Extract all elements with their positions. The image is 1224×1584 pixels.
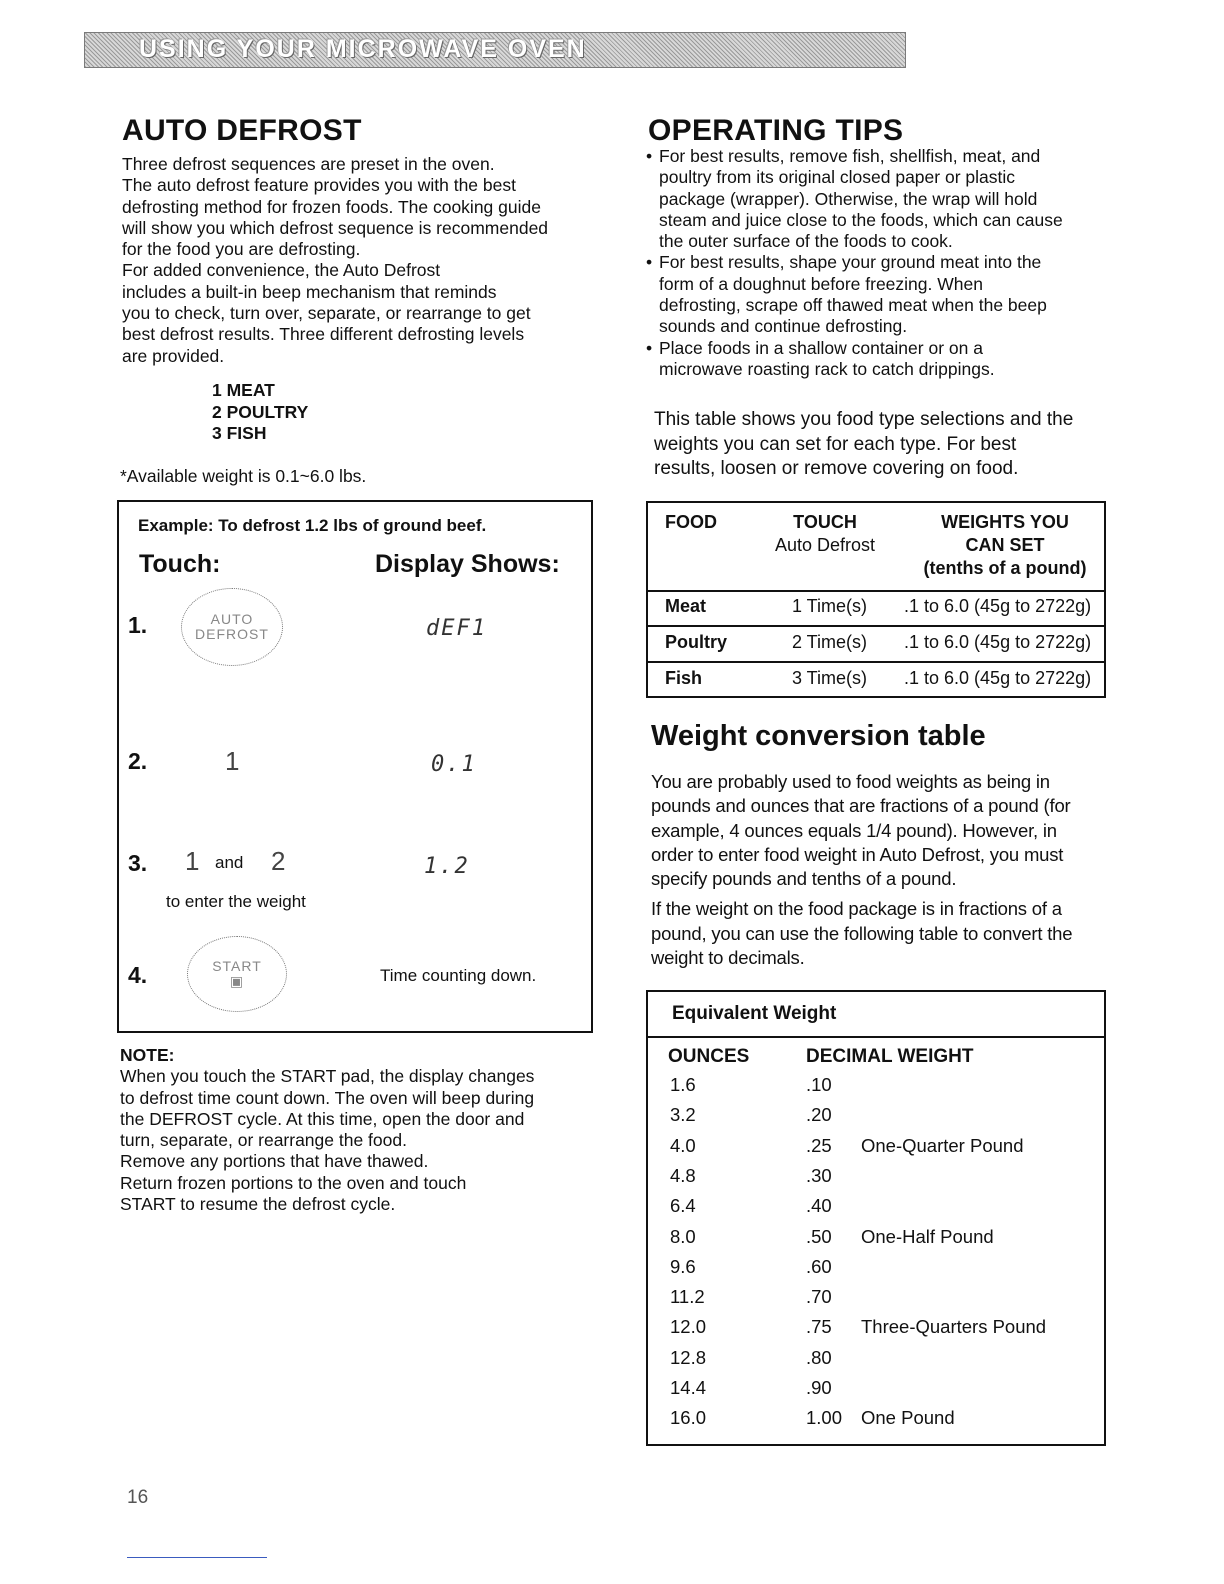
decimal-cell: .10 [806,1074,832,1095]
weight-conversion-description [651,770,1072,970]
decimal-cell: .60 [806,1255,832,1277]
text-line: For best results, remove fish, shellfish, meat, and [659,146,1041,166]
pad-label: AUTO [210,611,254,627]
tip-item [646,146,1116,252]
number-key: 1 [225,746,240,776]
fraction-label-cell: One Pound [861,1407,955,1429]
text-line: turn, separate, or rearrange the food. [120,1130,407,1151]
text-line: Place foods in a shallow container or on a [659,337,983,358]
text-line: This table shows you food type selections and the [654,409,1074,430]
pad-label: DEFROST [195,626,269,642]
text-line: START to resume the defrost cycle. [120,1194,396,1215]
bullet-icon: • [646,337,653,358]
text-line: You are probably used to food weights as being in [651,771,1050,792]
weight-note: *Available weight is 0.1~6.0 lbs. [120,466,367,486]
decimal-cell: .25 [806,1134,832,1156]
ounces-cell: 11.2 [670,1286,705,1308]
text-line: poultry from its original closed paper or plastic [659,167,1015,188]
example-title: Example: To defrost 1.2 lbs of ground beef. [138,516,487,535]
touch-cell: 3 Time(s) [792,668,868,688]
weights-cell: .1 to 6.0 (45g to 2722g) [904,632,1092,652]
col-header-ounces: OUNCES [668,1046,750,1067]
ounces-cell: 4.8 [670,1164,696,1186]
table-intro [654,408,1073,482]
level-fish: 3 FISH [212,423,267,443]
text-line: If the weight on the food package is in fractions of a [651,898,1062,920]
decimal-cell: .70 [806,1286,832,1308]
defrost-levels-list [212,380,308,445]
text-line: sounds and continue defrosting. [659,316,908,337]
pad-label: START [212,958,262,974]
text-line: are provided. [122,345,225,366]
ounces-cell: 4.0 [670,1134,696,1156]
text-line: pounds and ounces that are fractions of a pound (for [651,795,1071,817]
operating-tips-title: OPERATING TIPS [648,114,904,147]
decimal-cell: 1.00 [806,1407,843,1429]
decimal-cell: .75 [806,1316,832,1338]
text-line: to defrost time count down. The oven will beep during [120,1087,535,1108]
weight-conversion-title: Weight conversion table [651,720,986,752]
text-line: specify pounds and tenths of a pound. [651,868,957,890]
step-number: 2. [128,748,148,774]
text-line: weights you can set for each type. For best [654,433,1017,455]
text-line: Return frozen portions to the oven and touch [120,1172,467,1193]
header-line: CAN SET [965,535,1045,555]
ounces-cell: 6.4 [670,1195,696,1217]
display-readout: 0.1 [431,752,477,777]
example-box [117,500,593,1033]
touch-cell: 1 Time(s) [792,596,868,616]
equivalent-weight-table [646,990,1106,1446]
text-line: microwave roasting rack to catch drippings. [659,358,995,379]
auto-defrost-description [122,154,602,367]
step-number: 3. [128,850,148,876]
text-line: best defrost results. Three different defrosting levels [122,324,525,345]
food-weights-table [646,501,1106,698]
food-cell: Fish [665,668,703,688]
decimal-cell: .50 [806,1225,832,1247]
fraction-label-cell: Three-Quarters Pound [861,1316,1047,1338]
step-number: 4. [128,962,148,988]
table-caption: Equivalent Weight [672,1003,837,1024]
auto-defrost-pad-icon [181,588,283,666]
ounces-cell: 3.2 [670,1104,696,1126]
ounces-cell: 1.6 [670,1074,696,1095]
header-line: (tenths of a pound) [923,558,1087,578]
touch-header: Touch: [139,550,221,578]
header-line: Auto Defrost [774,535,876,555]
text-line: The auto defrost feature provides you with the best [122,175,516,196]
display-readout: 1.2 [424,854,470,879]
display-header: Display Shows: [375,550,560,578]
number-key: 1 [185,846,200,876]
table-divider [648,625,1104,627]
text-line: Three defrost sequences are preset in the oven. [122,154,495,174]
text-line: package (wrapper). Otherwise, the wrap will hold [659,188,1038,209]
col-header-touch [744,511,906,557]
number-key: 2 [271,846,286,876]
text-line: pound, you can use the following table to convert the [651,922,1073,944]
page-number: 16 [127,1487,149,1508]
table-divider [648,1036,1104,1038]
text-line: will show you which defrost sequence is recommended [122,217,549,238]
ounces-cell: 12.8 [670,1346,707,1368]
food-cell: Meat [665,596,707,616]
bullet-icon: • [646,146,653,166]
text-line: order to enter food weight in Auto Defrost, you must [651,843,1064,865]
note-label: NOTE: [120,1045,175,1065]
table-divider [648,661,1104,663]
display-readout: dEF1 [426,616,487,641]
start-pad-icon [187,936,287,1012]
ounces-cell: 9.6 [670,1255,696,1277]
food-cell: Poultry [665,632,728,652]
text-line: you to check, turn over, separate, or rearrange to get [122,303,531,324]
footer-rule [127,1557,267,1558]
text-line: the outer surface of the foods to cook. [659,231,953,252]
decimal-cell: .30 [806,1164,832,1186]
touch-cell: 2 Time(s) [792,632,868,652]
auto-defrost-title: AUTO DEFROST [122,114,362,147]
text-line: results, loosen or remove covering on food. [654,458,1019,479]
level-meat: 1 MEAT [212,380,275,400]
text-line: example, 4 ounces equals 1/4 pound). However, in [651,819,1057,841]
table-divider [648,590,1104,592]
operating-tips-list [646,146,1116,380]
section-banner [84,32,906,68]
tip-item [646,252,1116,337]
fraction-label-cell: One-Quarter Pound [861,1134,1024,1156]
text-line: When you touch the START pad, the display changes [120,1066,535,1087]
weights-cell: .1 to 6.0 (45g to 2722g) [904,668,1092,688]
text-line: form of a doughnut before freezing. When [659,273,983,294]
text-line: Remove any portions that have thawed. [120,1151,429,1172]
text-line: includes a built-in beep mechanism that reminds [122,281,497,302]
header-line: WEIGHTS YOU [941,512,1069,532]
step-number: 1. [128,612,148,638]
bullet-icon: • [646,252,653,273]
text-line: steam and juice close to the foods, which can cause [659,209,1063,230]
text-line: For best results, shape your ground meat into the [659,252,1042,273]
start-glyph-icon: ▣ [229,973,245,989]
decimal-cell: .80 [806,1346,832,1368]
text-line: for the food you are defrosting. [122,239,361,260]
ounces-cell: 12.0 [670,1316,707,1338]
level-poultry: 2 POULTRY [212,401,309,422]
banner-title: USING YOUR MICROWAVE OVEN [139,35,587,63]
ounces-cell: 14.4 [670,1377,707,1398]
text-line: For added convenience, the Auto Defrost [122,260,441,281]
col-header-decimal: DECIMAL WEIGHT [806,1046,974,1067]
decimal-cell: .20 [806,1104,832,1126]
ounces-cell: 16.0 [670,1407,707,1429]
step-instruction: to enter the weight [166,892,306,911]
and-label: and [215,853,244,872]
text-line: defrosting method for frozen foods. The cooking guide [122,196,541,217]
text-line: weight to decimals. [651,947,805,969]
note-section [120,1045,600,1215]
text-line: the DEFROST cycle. At this time, open the door and [120,1108,525,1129]
ounces-cell: 8.0 [670,1225,696,1247]
weights-cell: .1 to 6.0 (45g to 2722g) [904,596,1092,616]
header-line: TOUCH [793,512,857,532]
decimal-cell: .90 [806,1377,832,1398]
col-header-food: FOOD [665,512,717,532]
text-line: defrosting, scrape off thawed meat when the beep [659,295,1047,316]
col-header-weights [910,511,1100,580]
display-readout: Time counting down. [380,966,537,985]
fraction-label-cell: One-Half Pound [861,1225,994,1247]
tip-item [646,338,1116,381]
decimal-cell: .40 [806,1195,832,1217]
